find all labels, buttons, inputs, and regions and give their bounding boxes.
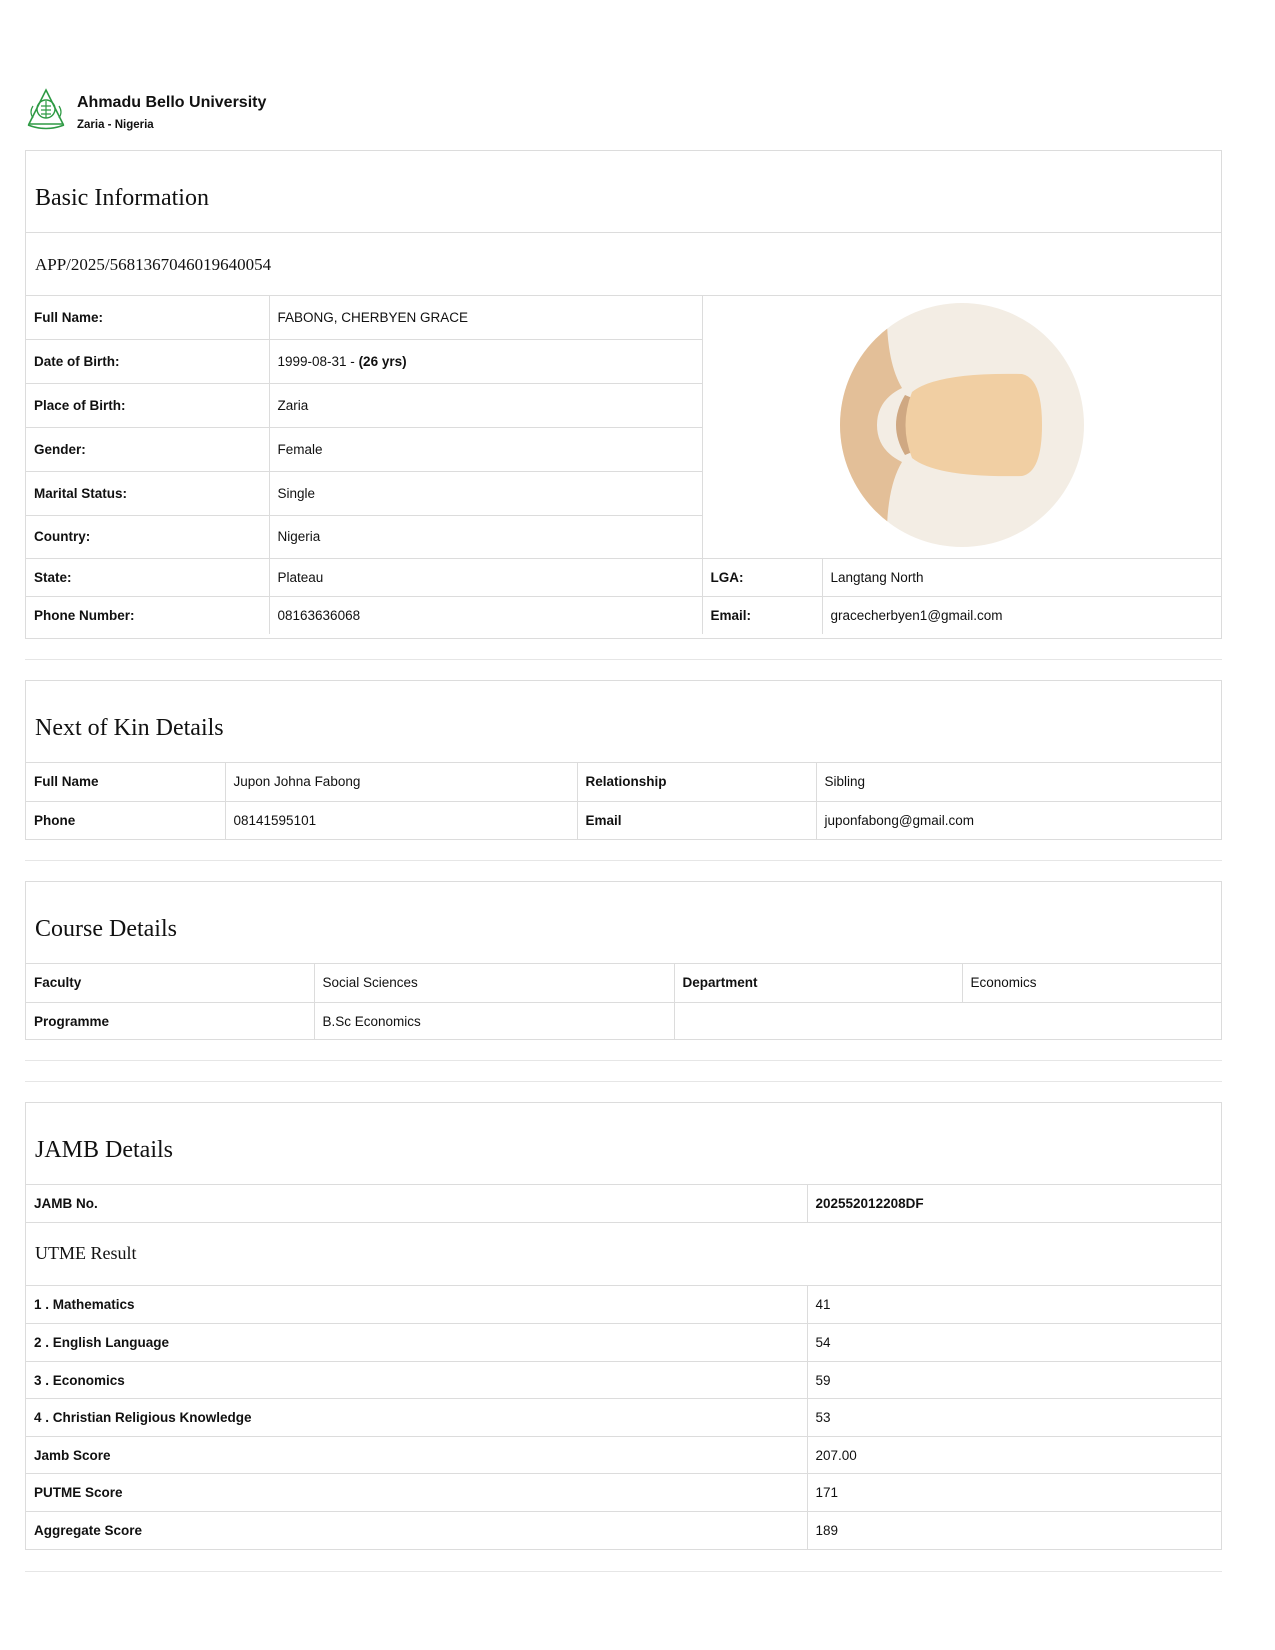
subject-label: 4 . Christian Religious Knowledge [26, 1399, 807, 1437]
marital-status-value: Single [269, 471, 702, 515]
table-row [26, 1474, 1221, 1512]
state-value: Plateau [269, 558, 702, 596]
field-label: Marital Status: [26, 471, 269, 515]
applicant-photo [837, 300, 1087, 550]
jamb-no-value: 202552012208DF [807, 1185, 1221, 1222]
dob-text: 1999-08-31 - [277, 353, 359, 369]
empty-cell [674, 1002, 1221, 1040]
aggregate-score-value: 189 [807, 1512, 1221, 1550]
jamb-no-label: JAMB No. [26, 1185, 807, 1222]
table-row [26, 801, 1221, 839]
jamb-no-table [26, 1185, 1221, 1223]
table-row [26, 1437, 1221, 1474]
phone-label: Phone Number: [26, 596, 269, 634]
programme-label: Programme [26, 1002, 314, 1040]
subject-score: 59 [807, 1362, 1221, 1399]
subject-label: 3 . Economics [26, 1362, 807, 1399]
application-number: APP/2025/5681367046019640054 [26, 233, 1221, 296]
university-location: Zaria - Nigeria [77, 119, 154, 131]
abu-crest-icon [25, 88, 67, 130]
jamb-score-value: 207.00 [807, 1437, 1221, 1474]
email-value: gracecherbyen1@gmail.com [822, 596, 1221, 634]
field-label: Date of Birth: [26, 339, 269, 383]
table-row [26, 296, 1221, 339]
department-label: Department [674, 964, 962, 1002]
date-of-birth-value [269, 339, 702, 383]
age-text: (26 yrs) [358, 353, 407, 369]
faculty-label: Faculty [26, 964, 314, 1002]
subject-score: 53 [807, 1399, 1221, 1437]
next-of-kin-panel [25, 680, 1222, 840]
table-row [26, 558, 1221, 596]
jamb-score-label: Jamb Score [26, 1437, 807, 1474]
aggregate-score-label: Aggregate Score [26, 1512, 807, 1550]
basic-information-table [26, 296, 1221, 634]
place-of-birth-value: Zaria [269, 383, 702, 427]
table-row [26, 1362, 1221, 1399]
table-row [26, 964, 1221, 1002]
divider [25, 1060, 1222, 1061]
divider [25, 1571, 1222, 1572]
subject-score: 54 [807, 1324, 1221, 1362]
table-row [26, 1324, 1221, 1362]
basic-information-title: Basic Information [26, 151, 1221, 233]
nok-email-value: juponfabong@gmail.com [816, 801, 1221, 839]
lga-value: Langtang North [822, 558, 1221, 596]
university-name: Ahmadu Bello University [77, 94, 267, 111]
subject-label: 2 . English Language [26, 1324, 807, 1362]
divider [25, 860, 1222, 861]
utme-result-title: UTME Result [26, 1223, 1221, 1286]
photo-cell [702, 296, 1221, 558]
jamb-details-panel [25, 1102, 1222, 1550]
utme-result-table [26, 1286, 1221, 1550]
table-row [26, 1185, 1221, 1222]
state-label: State: [26, 558, 269, 596]
field-label: Country: [26, 515, 269, 558]
table-row [26, 1399, 1221, 1437]
course-details-table [26, 964, 1221, 1040]
department-value: Economics [962, 964, 1221, 1002]
programme-value: B.Sc Economics [314, 1002, 674, 1040]
jamb-details-title: JAMB Details [26, 1103, 1221, 1185]
course-details-title: Course Details [26, 882, 1221, 964]
gender-value: Female [269, 427, 702, 471]
subject-score: 41 [807, 1286, 1221, 1324]
nok-relationship-value: Sibling [816, 763, 1221, 801]
nok-phone-label: Phone [26, 801, 225, 839]
divider [25, 1081, 1222, 1082]
phone-value: 08163636068 [269, 596, 702, 634]
nok-relationship-label: Relationship [577, 763, 816, 801]
subject-label: 1 . Mathematics [26, 1286, 807, 1324]
faculty-value: Social Sciences [314, 964, 674, 1002]
nok-full-name-value: Jupon Johna Fabong [225, 763, 577, 801]
nok-phone-value: 08141595101 [225, 801, 577, 839]
putme-score-value: 171 [807, 1474, 1221, 1512]
next-of-kin-title: Next of Kin Details [26, 681, 1221, 763]
table-row [26, 1286, 1221, 1324]
next-of-kin-table [26, 763, 1221, 839]
field-label: Full Name: [26, 296, 269, 339]
basic-information-panel [25, 150, 1222, 639]
email-label: Email: [702, 596, 822, 634]
table-row [26, 1002, 1221, 1040]
full-name-value: FABONG, CHERBYEN GRACE [269, 296, 702, 339]
lga-label: LGA: [702, 558, 822, 596]
nok-full-name-label: Full Name [26, 763, 225, 801]
document-header [25, 88, 325, 132]
nok-email-label: Email [577, 801, 816, 839]
table-row [26, 763, 1221, 801]
field-label: Gender: [26, 427, 269, 471]
table-row [26, 1512, 1221, 1550]
course-details-panel [25, 881, 1222, 1040]
field-label: Place of Birth: [26, 383, 269, 427]
country-value: Nigeria [269, 515, 702, 558]
putme-score-label: PUTME Score [26, 1474, 807, 1512]
table-row [26, 596, 1221, 634]
divider [25, 659, 1222, 660]
